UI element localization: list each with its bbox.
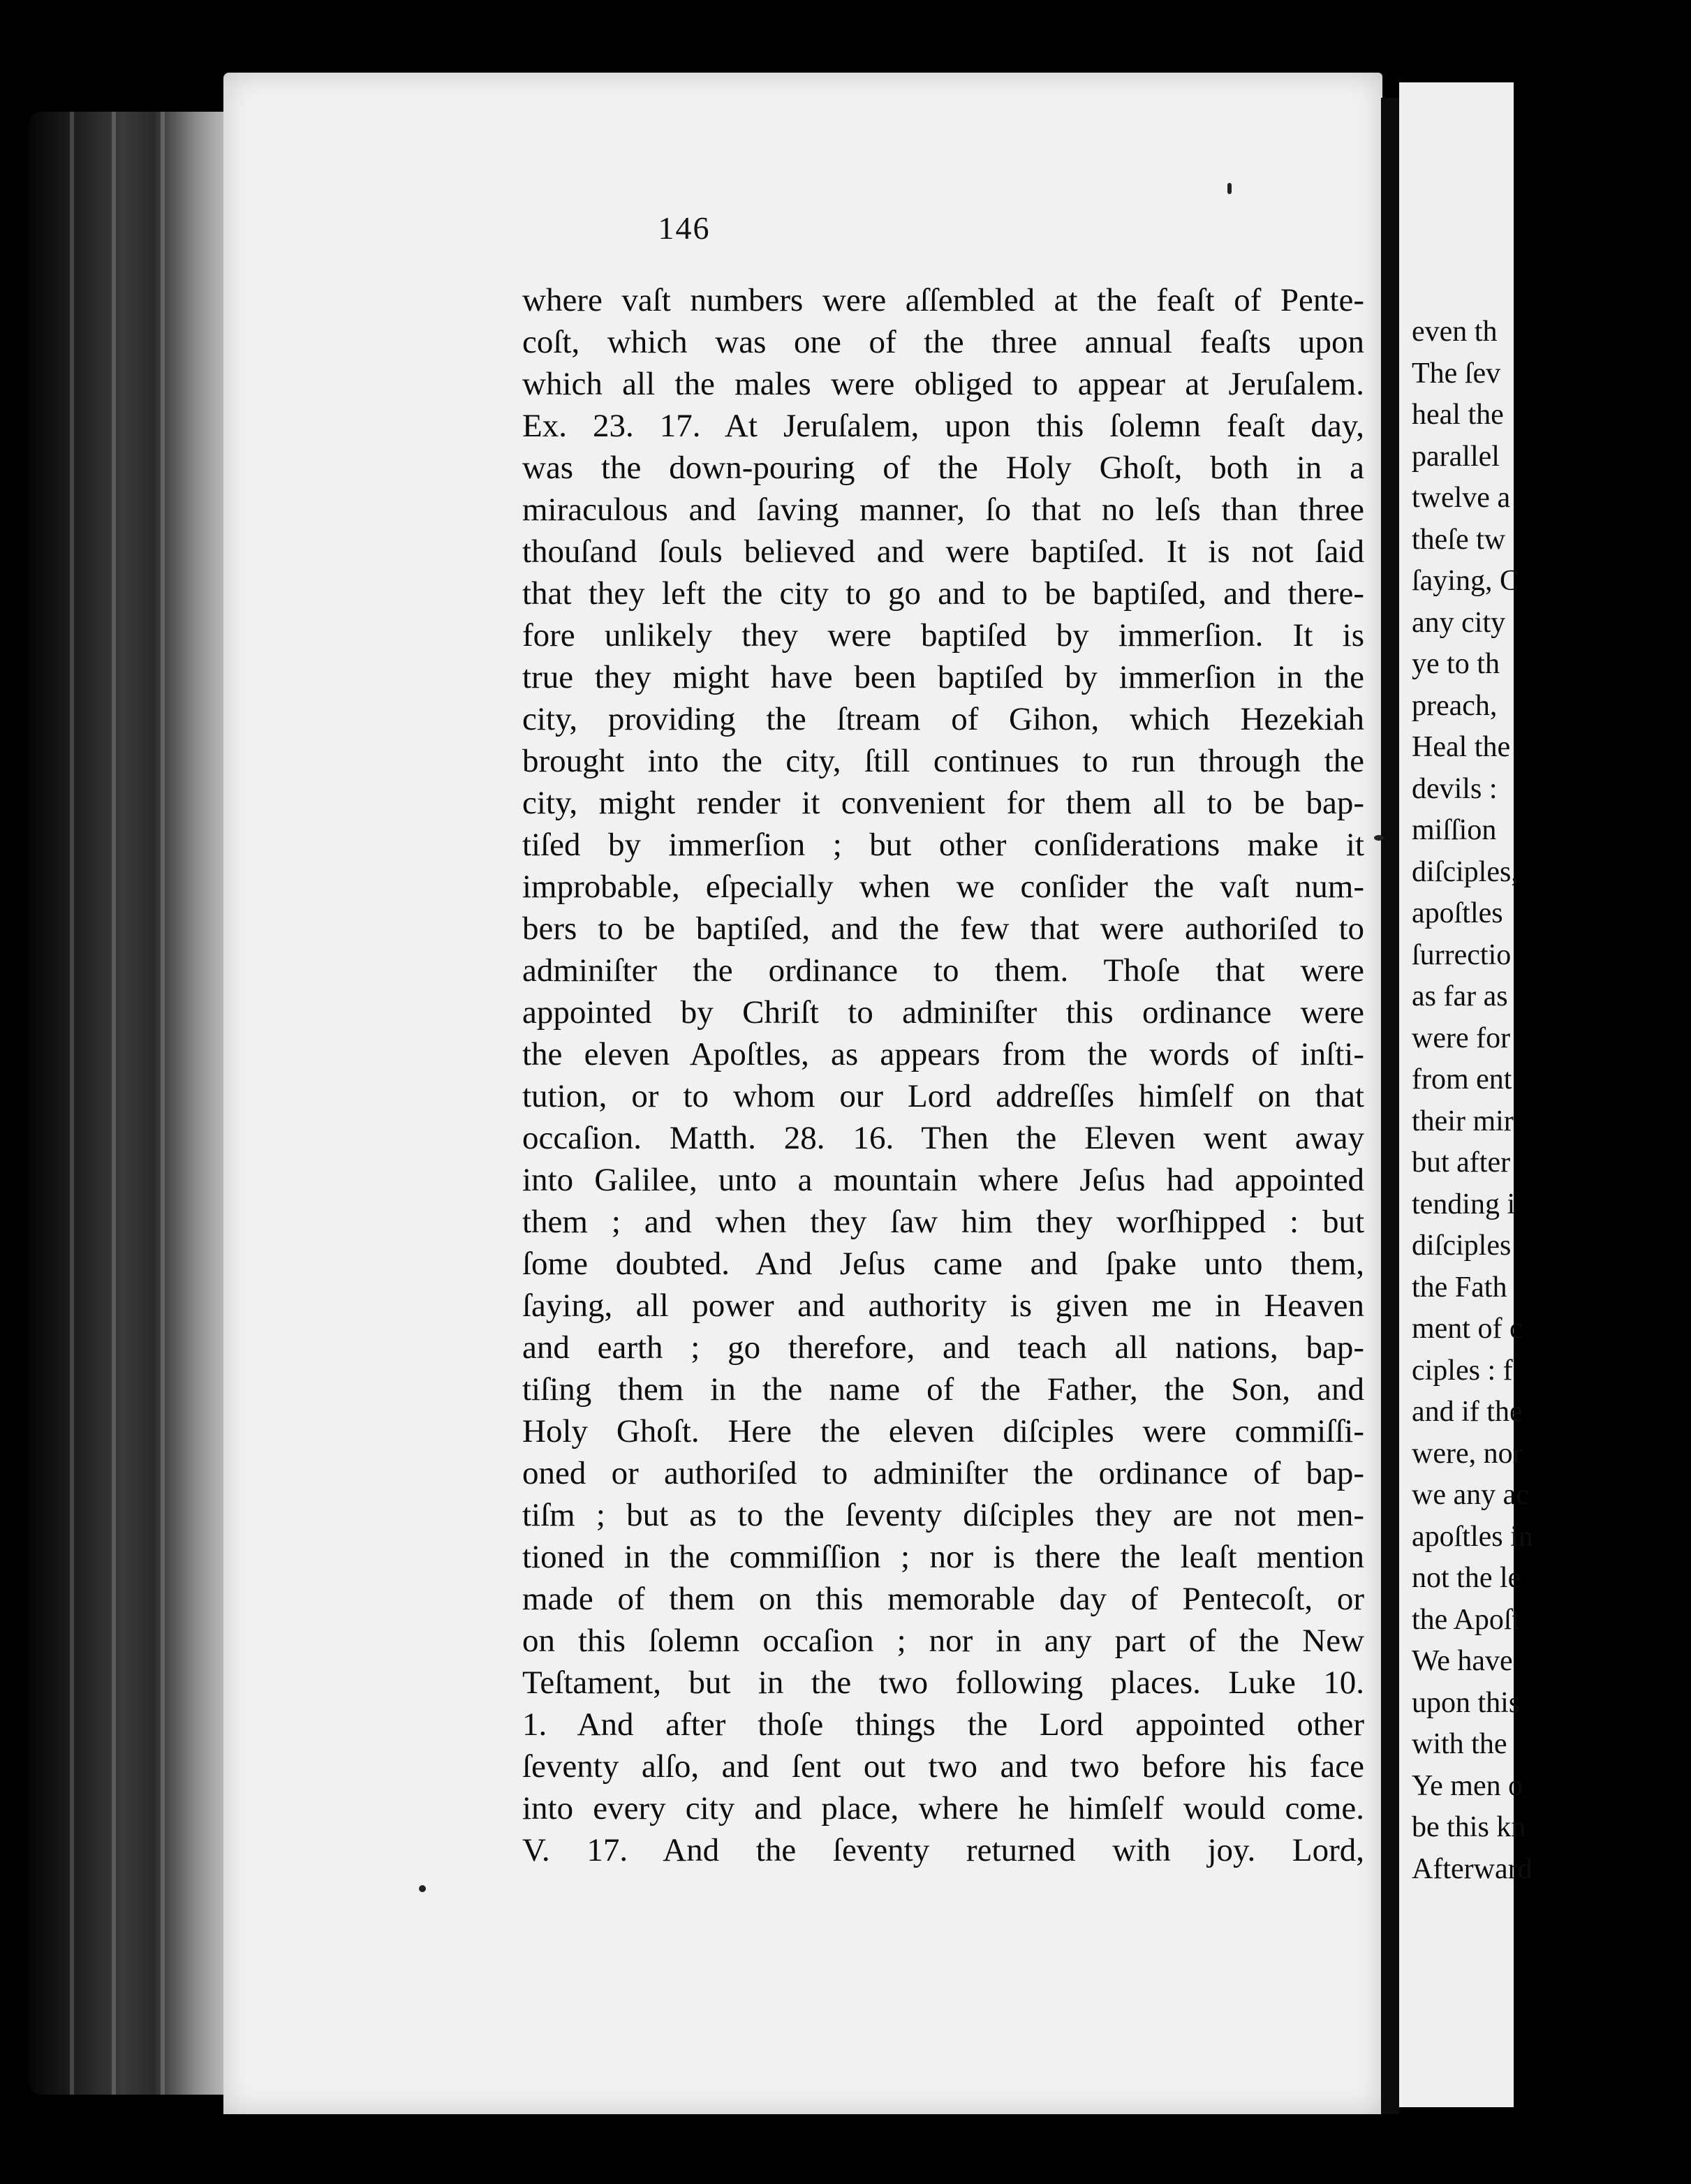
text-line: where vaſt numbers were aſſembled at the feaſt of Pente-: [522, 282, 1364, 318]
text-line: 1. And after thoſe things the Lord appointed other: [522, 1706, 1364, 1743]
text-line: on this ſolemn occaſion ; nor in any part of the New: [522, 1623, 1364, 1659]
ink-speck: [1227, 183, 1232, 194]
text-line: miraculous and ſaving manner, ſo that no leſs than three: [522, 492, 1364, 528]
right-text-line: any city: [1412, 606, 1506, 639]
right-text-line: ment of c: [1412, 1313, 1523, 1345]
right-text-line: Afterward: [1412, 1852, 1533, 1885]
right-text-line: The ſev: [1412, 357, 1501, 390]
right-text-line: ſurrectio: [1412, 938, 1512, 971]
text-line: tiſed by immerſion ; but other conſiderations make it: [522, 827, 1364, 863]
text-line: tioned in the commiſſion ; nor is there the leaſt mention: [522, 1539, 1364, 1575]
book-binding-edge: [28, 112, 237, 2095]
text-line: made of them on this memorable day of Pentecoſt, or: [522, 1581, 1364, 1617]
text-line: coſt, which was one of the three annual feaſts upon: [522, 324, 1364, 360]
page-number: 146: [658, 210, 711, 246]
right-text-line: their mir: [1412, 1105, 1514, 1137]
text-line: oned or authoriſed to adminiſter the ordinance of bap-: [522, 1455, 1364, 1491]
right-text-line: parallel: [1412, 440, 1500, 473]
text-line: the eleven Apoſtles, as appears from the words of inſti-: [522, 1036, 1364, 1072]
right-text-line: apoſtles in: [1412, 1520, 1533, 1553]
page-gutter: [1381, 98, 1399, 2123]
left-page-text: [522, 279, 1364, 1871]
right-text-line: from ent: [1412, 1063, 1512, 1095]
right-text-line: and if the: [1412, 1396, 1523, 1428]
right-text-line: the Apoſt: [1412, 1603, 1521, 1636]
text-line: ſaying, all power and authority is given me in Heaven: [522, 1287, 1364, 1324]
text-line: Ex. 23. 17. At Jeruſalem, upon this ſolemn feaſt day,: [522, 408, 1364, 444]
right-text-line: ſaying, C: [1412, 565, 1519, 597]
text-line: brought into the city, ſtill continues to run through the: [522, 743, 1364, 779]
text-line: bers to be baptiſed, and the few that were authoriſed to: [522, 910, 1364, 947]
right-text-line: were, nor: [1412, 1437, 1523, 1470]
text-line: and earth ; go therefore, and teach all nations, bap-: [522, 1329, 1364, 1366]
right-text-line: the Fath: [1412, 1271, 1507, 1304]
text-line: city, providing the ſtream of Gihon, which Hezekiah: [522, 701, 1364, 737]
right-text-line: even th: [1412, 316, 1498, 348]
right-text-line: theſe tw: [1412, 523, 1506, 556]
right-text-line: we any ac: [1412, 1479, 1529, 1511]
text-line: that they left the city to go and to be baptiſed, and there-: [522, 575, 1364, 612]
right-text-line: Heal the: [1412, 731, 1511, 763]
text-line: V. 17. And the ſeventy returned with joy. Lord,: [522, 1832, 1364, 1868]
right-text-line: not the le: [1412, 1562, 1521, 1594]
text-line: city, might render it convenient for them all to be bap-: [522, 785, 1364, 821]
right-text-line: devils :: [1412, 772, 1498, 805]
text-line: Teſtament, but in the two following places. Luke 10.: [522, 1665, 1364, 1701]
right-text-line: upon this: [1412, 1686, 1521, 1719]
text-line: was the down-pouring of the Holy Ghoſt, both in a: [522, 450, 1364, 486]
text-line: ſome doubted. And Jeſus came and ſpake unto them,: [522, 1246, 1364, 1282]
right-text-line: diſciples,: [1412, 855, 1519, 888]
right-text-line: preach,: [1412, 689, 1498, 722]
text-line: them ; and when they ſaw him they worſhipped : but: [522, 1204, 1364, 1240]
text-line: true they might have been baptiſed by immerſion in the: [522, 659, 1364, 695]
text-line: occaſion. Matth. 28. 16. Then the Eleven went away: [522, 1120, 1364, 1156]
right-page-text: [1412, 311, 1691, 1890]
right-text-line: but after: [1412, 1146, 1511, 1179]
text-line: Holy Ghoſt. Here the eleven diſciples were commiſſi-: [522, 1413, 1364, 1449]
right-page: [1399, 82, 1533, 2107]
text-line: improbable, eſpecially when we conſider the vaſt num-: [522, 869, 1364, 905]
right-text-line: miſſion: [1412, 814, 1497, 846]
right-text-line: apoſtles: [1412, 897, 1503, 929]
right-text-line: be this kn: [1412, 1811, 1526, 1843]
ink-speck: [1374, 835, 1384, 841]
text-line: into Galilee, unto a mountain where Jeſus had appointed: [522, 1162, 1364, 1198]
text-line: adminiſter the ordinance to them. Thoſe that were: [522, 952, 1364, 989]
text-line: fore unlikely they were baptiſed by immerſion. It is: [522, 617, 1364, 654]
right-text-line: tending i: [1412, 1188, 1516, 1220]
text-line: ſeventy alſo, and ſent out two and two before his face: [522, 1748, 1364, 1785]
right-text-line: ye to th: [1412, 648, 1500, 680]
right-text-line: as far as: [1412, 980, 1508, 1012]
right-text-line: heal the: [1412, 399, 1504, 431]
text-line: tiſing them in the name of the Father, the Son, and: [522, 1371, 1364, 1408]
right-text-line: We have: [1412, 1645, 1513, 1677]
right-text-line: with the: [1412, 1728, 1507, 1760]
right-text-line: Ye men o: [1412, 1769, 1523, 1802]
text-line: tution, or to whom our Lord addreſſes himſelf on that: [522, 1078, 1364, 1114]
ink-speck: [419, 1885, 426, 1892]
text-line: tiſm ; but as to the ſeventy diſciples they are not men-: [522, 1497, 1364, 1533]
text-line: appointed by Chriſt to adminiſter this ordinance were: [522, 994, 1364, 1031]
bottom-shadow: [223, 2114, 1514, 2184]
text-line: into every city and place, where he himſelf would come.: [522, 1790, 1364, 1827]
text-line: which all the males were obliged to appear at Jeruſalem.: [522, 366, 1364, 402]
right-text-line: ciples : f: [1412, 1354, 1513, 1387]
right-text-line: diſciples: [1412, 1230, 1512, 1262]
text-line: thouſand ſouls believed and were baptiſed. It is not ſaid: [522, 533, 1364, 570]
right-text-line: were for: [1412, 1021, 1511, 1054]
right-text-line: twelve a: [1412, 482, 1511, 514]
